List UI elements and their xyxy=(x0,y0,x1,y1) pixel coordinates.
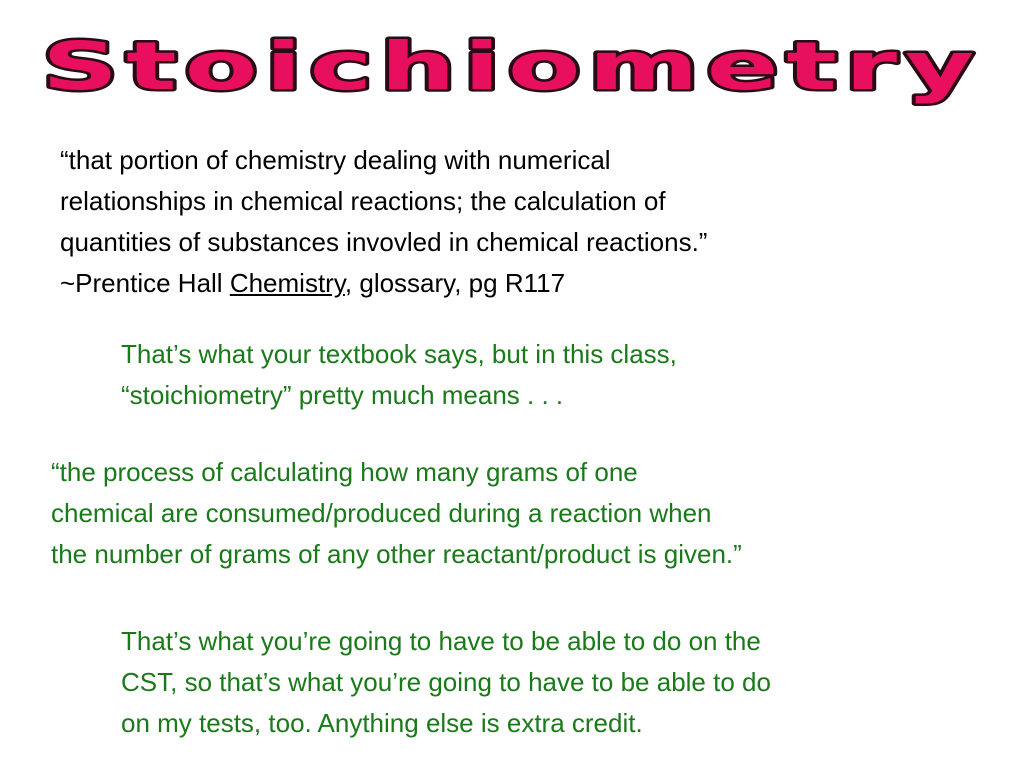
definition-line: relationships in chemical reactions; the calculation of xyxy=(60,186,666,216)
note-line: That’s what your textbook says, but in this class, xyxy=(121,339,677,369)
citation-book-title: Chemistry xyxy=(229,268,345,298)
slide-title xyxy=(0,14,1024,114)
definition-line: quantities of substances invovled in chemical reactions.” xyxy=(60,227,708,257)
note-line: CST, so that’s what you’re going to have to be able to do xyxy=(121,667,771,697)
textbook-definition xyxy=(60,140,990,304)
definition-line: “that portion of chemistry dealing with numerical xyxy=(60,145,611,175)
citation-prefix: ~Prentice Hall xyxy=(60,268,230,298)
class-note-cst xyxy=(121,621,1011,744)
slide-title-text: Stoichiometry xyxy=(42,28,982,105)
class-note-intro xyxy=(121,334,991,416)
class-definition xyxy=(51,452,1001,575)
citation xyxy=(60,263,990,304)
class-definition-line: “the process of calculating how many grams of one xyxy=(51,457,638,487)
class-definition-line: the number of grams of any other reactant/product is given.” xyxy=(51,539,742,569)
slide-title-graphic xyxy=(0,14,1024,114)
note-line: That’s what you’re going to have to be able to do on the xyxy=(121,626,761,656)
note-line: on my tests, too. Anything else is extra credit. xyxy=(121,708,643,738)
note-line: “stoichiometry” pretty much means . . . xyxy=(121,380,564,410)
citation-suffix: , glossary, pg R117 xyxy=(344,268,566,298)
class-definition-line: chemical are consumed/produced during a reaction when xyxy=(51,498,712,528)
